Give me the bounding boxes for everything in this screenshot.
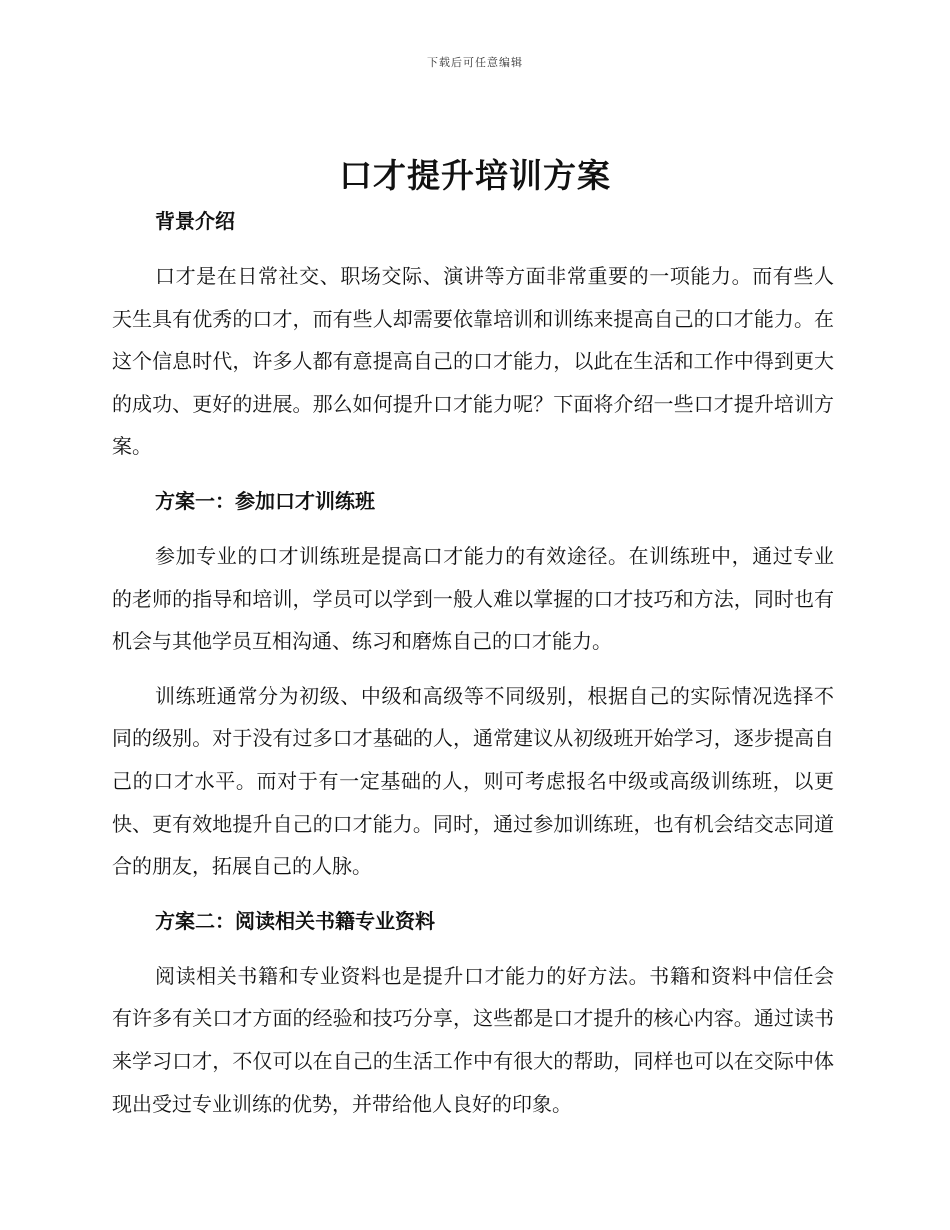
paragraph-background: 口才是在日常社交、职场交际、演讲等方面非常重要的一项能力。而有些人天生具有优秀的口才，而有些人却需要依靠培训和训练来提高自己的口才能力。在这个信息时代，许多人都有意提高自己的口才能力，以此在生活和工作中得到更大的成功、更好的进展。那么如何提升口才能力呢？下面将介绍一些口才提升培训方案。 [112, 264, 834, 459]
document-body [112, 200, 834, 1125]
section-heading-plan-1: 方案一：参加口才训练班 [155, 488, 375, 513]
paragraph-plan-1-b: 训练班通常分为初级、中级和高级等不同级别，根据自己的实际情况选择不同的级别。对于没有过多口才基础的人，通常建议从初级班开始学习，逐步提高自己的口才水平。而对于有一定基础的人，则可考虑报名中级或高级训练班，以更快、更有效地提升自己的口才能力。同时，通过参加训练班，也有机会结交志同道合的朋友，拓展自己的人脉。 [112, 683, 834, 879]
section-heading-plan-2: 方案二：阅读相关书籍专业资料 [155, 908, 435, 933]
paragraph-plan-1-a: 参加专业的口才训练班是提高口才能力的有效途径。在训练班中，通过专业的老师的指导和培训，学员可以学到一般人难以掌握的口才技巧和方法，同时也有机会与其他学员互相沟通、练习和磨炼自己的口才能力。 [112, 543, 834, 654]
document-title: 口才提升培训方案 [339, 156, 611, 195]
paragraph-plan-2: 阅读相关书籍和专业资料也是提升口才能力的好方法。书籍和资料中信任会有许多有关口才方面的经验和技巧分享，这些都是口才提升的核心内容。通过读书来学习口才，不仅可以在自己的生活工作中有很大的帮助，同样也可以在交际中体现出受过专业训练的优势，并带给他人良好的印象。 [112, 963, 834, 1116]
section-heading-background: 背景介绍 [155, 209, 235, 233]
page-header-note: 下载后可任意编辑 [427, 56, 523, 69]
